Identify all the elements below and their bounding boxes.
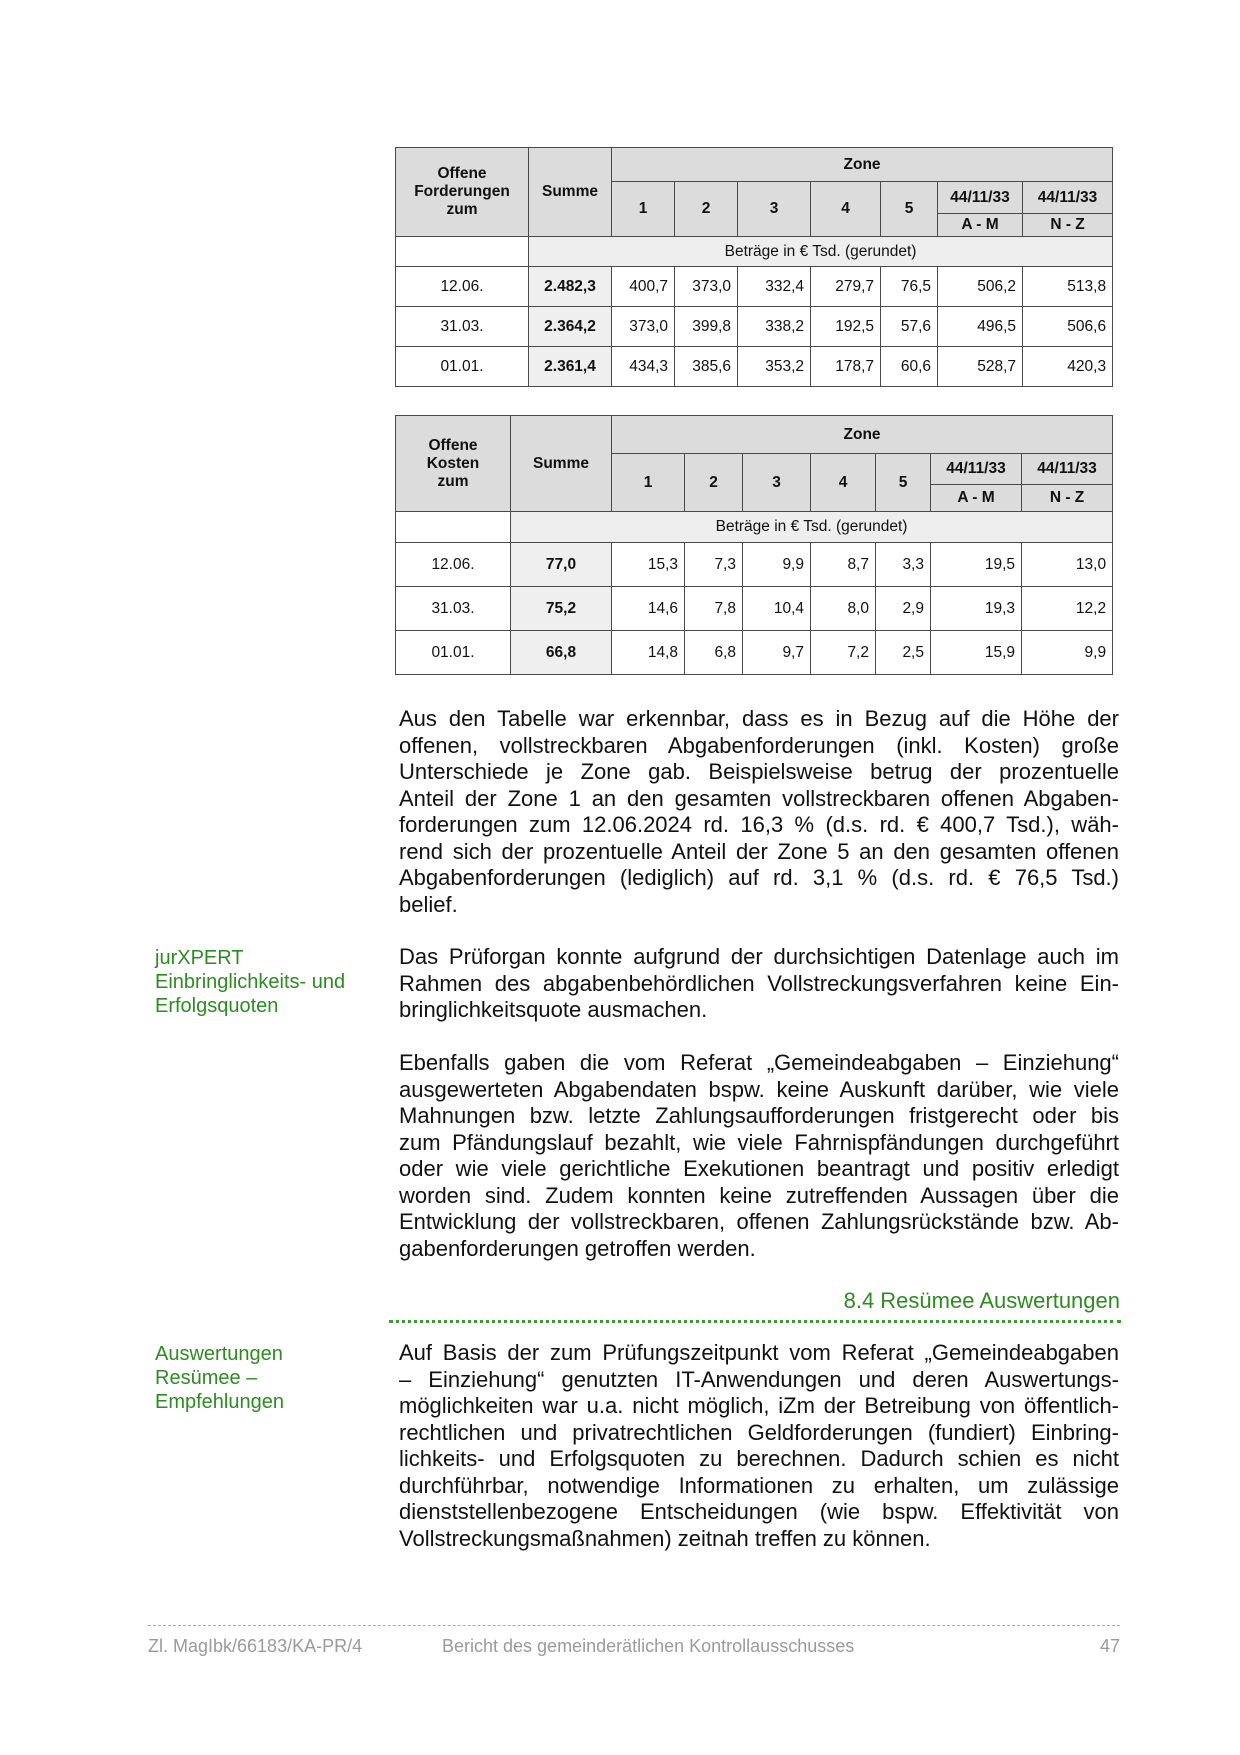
zone-col: 2 <box>685 454 743 512</box>
paragraph-zone-differences: Aus den Tabelle war erkennbar, dass es in Bezug auf die Höhe der offenen, vollstreckbaren Abgabenforderungen (inkl. Kosten) große Unterschiede je Zone gab. Beispielsweise betrug der prozentuelle Anteil der Zone 1 an den gesamten vollstreckbaren offenen Abgaben- forderungen zum 12.06.2024 rd. 16,3 % (d.s. rd. € 400,7 Tsd.), wäh- rend sich der prozentuelle Anteil der Zone 5 an den gesamten offenen Abgabenforderungen (lediglich) auf rd. 3,1 % (d.s. rd. € 76,5 Tsd.) belief. <box>399 706 1119 917</box>
extra-col-code: 44/11/33 <box>1023 182 1113 214</box>
table-row: 12.06. 77,0 15,3 7,3 9,9 8,7 3,3 19,5 13,0 <box>396 543 1113 587</box>
zone-col: 5 <box>876 454 931 512</box>
open-costs-table <box>395 415 1113 675</box>
margin-note-jurxpert: jurXPERT Einbringlichkeits- und Erfolgsquoten <box>155 947 346 1017</box>
extra-col-range: A - M <box>938 214 1023 237</box>
table-row: 12.06. 2.482,3 400,7 373,0 332,4 279,7 76,5 506,2 513,8 <box>396 267 1113 307</box>
table-row: 01.01. 2.361,4 434,3 385,6 353,2 178,7 60,6 528,7 420,3 <box>396 347 1113 387</box>
margin-note-summary: Auswertungen Resümee – Empfehlungen <box>155 1343 284 1413</box>
extra-col-code: 44/11/33 <box>938 182 1023 214</box>
paragraph-summary: Auf Basis der zum Prüfungszeitpunkt vom Referat „Gemeindeabgaben – Einziehung“ genutzten IT-Anwendungen und deren Auswertungs- möglichkeiten war u.a. nicht möglich, iZm der Betreibung von öffentlich- rechtlichen und privatrechtlichen Geldforderungen (fundiert) Einbring- lichkeits- und Erfolgsquoten zu berechnen. Dadurch schien es nicht durchführbar, notwendige Informationen zu erhalten, um zulässige dienststellenbezogene Entscheidungen (wie bspw. Effektivität von Vollstreckungsmaßnahmen) zeitnah treffen zu können. <box>399 1340 1119 1551</box>
page-number: 47 <box>1099 1636 1120 1656</box>
footer-title: Bericht des gemeinderätlichen Kontrollausschusses <box>442 1636 855 1656</box>
table-row: 01.01. 66,8 14,8 6,8 9,7 7,2 2,5 15,9 9,9 <box>396 631 1113 675</box>
zone-col: 4 <box>811 454 876 512</box>
table-row: 31.03. 75,2 14,6 7,8 10,4 8,0 2,9 19,3 12,2 <box>396 587 1113 631</box>
paragraph-collectability: Das Prüforgan konnte aufgrund der durchsichtigen Datenlage auch im Rahmen des abgabenbehördlichen Vollstreckungsverfahren keine Ein- bringlichkeitsquote ausmachen. <box>399 944 1119 1022</box>
extra-col-range: N - Z <box>1023 214 1113 237</box>
row-header: Offene Kosten zum <box>396 416 511 512</box>
zone-col: 5 <box>881 182 938 237</box>
sum-header: Summe <box>529 148 612 237</box>
extra-col-code: 44/11/33 <box>931 454 1022 485</box>
sum-header: Summe <box>511 416 612 512</box>
zone-header: Zone <box>612 416 1113 454</box>
zone-col: 2 <box>675 182 738 237</box>
unit-note: Beträge in € Tsd. (gerundet) <box>511 512 1113 543</box>
unit-note: Beträge in € Tsd. (gerundet) <box>529 237 1113 267</box>
footer-divider <box>148 1625 1120 1626</box>
extra-col-range: A - M <box>931 485 1022 512</box>
section-heading: 8.4 Resümee Auswertungen <box>843 1288 1120 1313</box>
extra-col-code: 44/11/33 <box>1022 454 1113 485</box>
paragraph-evaluation-data: Ebenfalls gaben die vom Referat „Gemeindeabgaben – Einziehung“ ausgewerteten Abgabendaten bspw. keine Auskunft darüber, wie viele Mahnungen bzw. letzte Zahlungsaufforderungen fristgerecht oder bis zum Pfändungslauf bezahlt, wie viele Fahrnispfändungen durchgeführt oder wie viele gerichtliche Exekutionen beantragt und positiv erledigt worden sind. Zudem konnten keine zutreffenden Aussagen über die Entwicklung der vollstreckbaren, offenen Zahlungsrückstände bzw. Ab- gabenforderungen getroffen werden. <box>399 1050 1119 1261</box>
zone-col: 1 <box>612 182 675 237</box>
zone-header: Zone <box>612 148 1113 182</box>
table-row: 31.03. 2.364,2 373,0 399,8 338,2 192,5 57,6 496,5 506,6 <box>396 307 1113 347</box>
row-header: Offene Forderungen zum <box>396 148 529 237</box>
zone-col: 1 <box>612 454 685 512</box>
zone-col: 4 <box>811 182 881 237</box>
extra-col-range: N - Z <box>1022 485 1113 512</box>
footer-reference: Zl. MagIbk/66183/KA-PR/4 <box>148 1636 363 1656</box>
zone-col: 3 <box>743 454 811 512</box>
heading-divider <box>389 1320 1121 1323</box>
open-claims-table <box>395 147 1113 387</box>
zone-col: 3 <box>738 182 811 237</box>
